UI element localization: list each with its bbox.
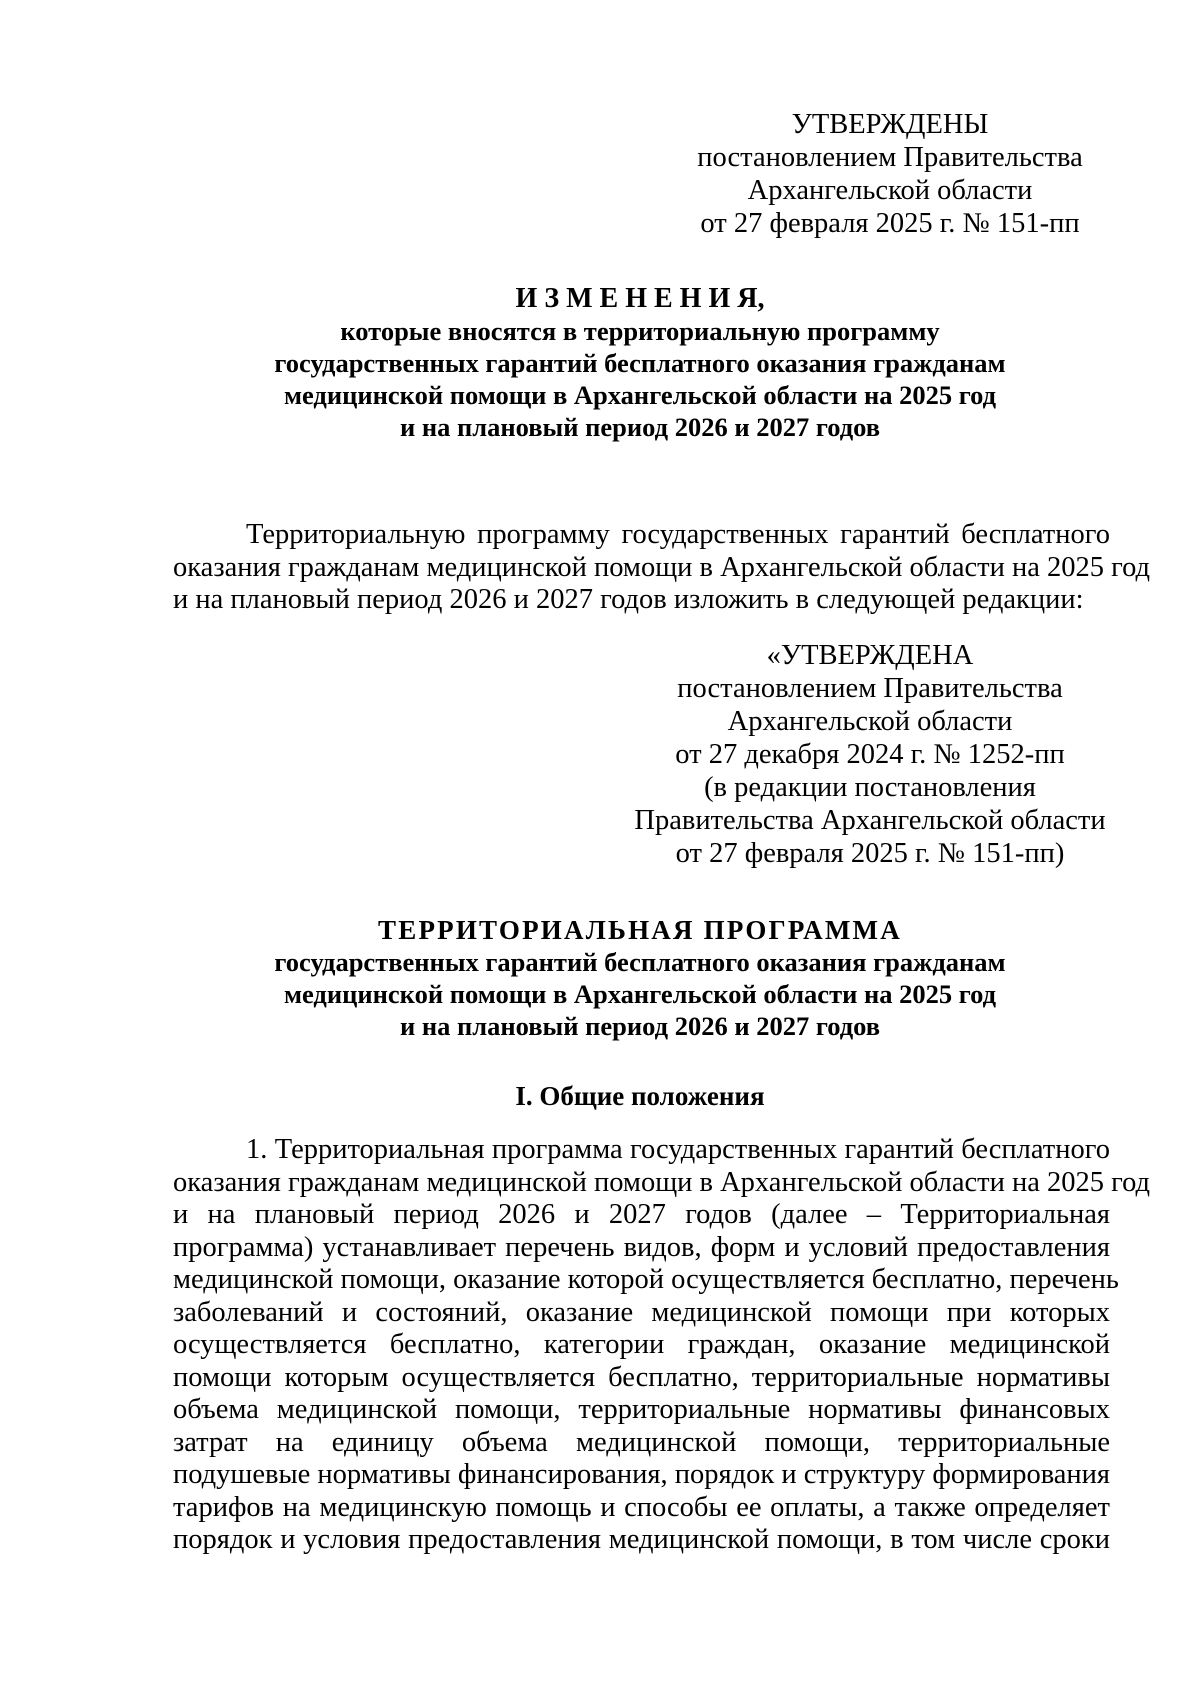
paragraph-1 [173,1134,1151,1557]
paragraph-line: и на плановый период 2026 и 2027 годов изложить в следующей редакции: [173,584,1084,615]
paragraph-line: объема медицинской помощи, территориальные нормативы финансовых [173,1394,1110,1425]
paragraph-line: заболеваний и состояний, оказание медицинской помощи при которых [173,1296,1110,1328]
paragraph-line: и на плановый период 2026 и 2027 годов (далее – Территориальная [173,1199,1110,1230]
quoted-approval-title: «УТВЕРЖДЕНА [766,640,974,671]
program-subtitle-line: и на плановый период 2026 и 2027 годов [399,1011,881,1041]
approval-title: УТВЕРЖДЕНЫ [791,109,989,140]
quoted-approval-line: Архангельской области [727,706,1013,737]
program-heading [170,914,1110,1042]
section-title: I. Общие положения [515,1081,765,1111]
approval-line: постановлением Правительства [697,142,1083,173]
paragraph-line: затрат на единицу объема медицинской помощи, территориальные [173,1426,1110,1458]
program-title: ТЕРРИТОРИАЛЬНАЯ ПРОГРАММА [378,915,902,945]
changes-title: И З М Е Н Е Н И Я, [515,283,765,314]
quoted-approval-block [620,639,1120,870]
paragraph-line: 1. Территориальная программа государственных гарантий бесплатного [246,1134,1110,1165]
approval-line: Архангельской области [747,175,1033,206]
paragraph-line: оказания гражданам медицинской помощи в Архангельской области на 2025 год [173,1166,1151,1198]
changes-heading [170,283,1110,443]
paragraph-line: помощи которым осуществляется бесплатно, территориальные нормативы [173,1361,1110,1393]
approval-date: от 27 февраля 2025 г. № 151-пп [700,208,1080,239]
program-subtitle-line: государственных гарантий бесплатного оказания гражданам [274,947,1006,977]
changes-subtitle-line: медицинской помощи в Архангельской области на 2025 год [283,380,997,410]
quoted-approval-line: Правительства Архангельской области [634,805,1106,836]
quoted-approval-line: (в редакции постановления [704,772,1036,803]
paragraph-line: оказания гражданам медицинской помощи в Архангельской области на 2025 год [173,551,1151,583]
paragraph-line: подушевые нормативы финансирования, порядок и структуру формирования [173,1459,1111,1490]
changes-subtitle-line: и на плановый период 2026 и 2027 годов [399,412,881,442]
paragraph-line: осуществляется бесплатно, категории граждан, оказание медицинской [173,1329,1110,1360]
approval-block [670,108,1110,240]
paragraph-line: Территориальную программу государственных гарантий бесплатного [246,519,1110,550]
changes-subtitle-line: государственных гарантий бесплатного оказания гражданам [274,348,1006,378]
quoted-approval-date: от 27 февраля 2025 г. № 151-пп) [675,838,1065,869]
quoted-approval-date: от 27 декабря 2024 г. № 1252-пп [675,739,1065,770]
changes-subtitle-line: которые вносятся в территориальную программу [340,316,940,346]
program-subtitle-line: медицинской помощи в Архангельской области на 2025 год [283,979,997,1009]
paragraph-line: программа) устанавливает перечень видов, форм и условий предоставления [173,1231,1110,1263]
paragraph-line: тарифов на медицинскую помощь и способы ее оплаты, а также определяет [173,1491,1110,1523]
paragraph-line: медицинской помощи, оказание которой осуществляется бесплатно, перечень [173,1264,1119,1295]
paragraph-line: порядок и условия предоставления медицинской помощи, в том числе сроки [173,1524,1110,1555]
quoted-approval-line: постановлением Правительства [677,673,1063,704]
intro-paragraph [173,519,1151,617]
